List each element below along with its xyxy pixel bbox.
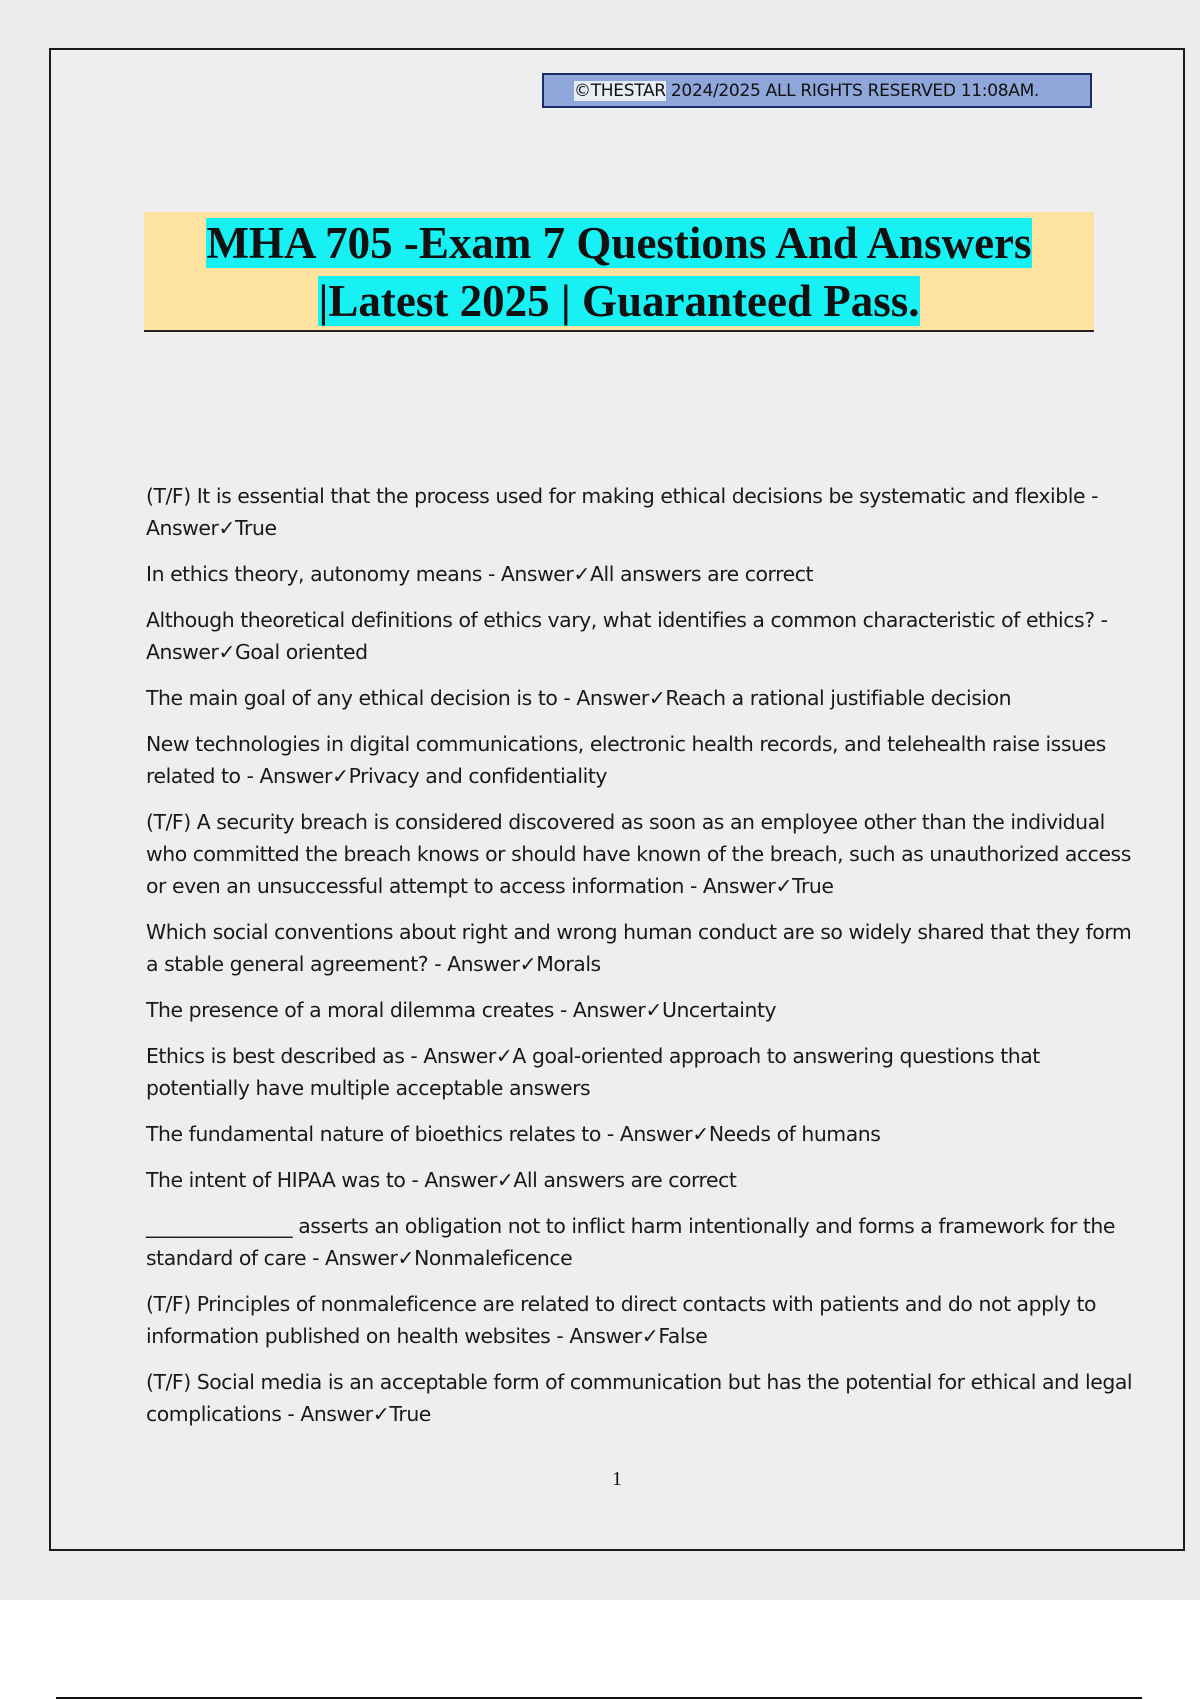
check-icon: ✓ — [645, 998, 662, 1022]
answer-text: Privacy and confidentiality — [348, 764, 608, 788]
question-text: Ethics is best described as - Answer — [146, 1044, 496, 1068]
check-icon: ✓ — [397, 1246, 415, 1270]
answer-text: Goal oriented — [235, 640, 368, 664]
next-page-rule — [56, 1697, 1142, 1699]
question-text: (T/F) It is essential that the process used for making ethical decisions be systematic and flexible - Answer — [146, 484, 1098, 540]
answer-text: Uncertainty — [661, 998, 777, 1022]
check-icon: ✓ — [519, 952, 537, 976]
answer-text: Needs of humans — [708, 1122, 881, 1146]
question-text: The main goal of any ethical decision is to - Answer — [146, 686, 649, 710]
title-line-1: MHA 705 -Exam 7 Questions And Answers — [206, 218, 1032, 268]
qa-item — [146, 916, 1136, 980]
qa-item — [146, 480, 1136, 544]
answer-text: All answers are correct — [589, 562, 814, 586]
answer-text: True — [791, 874, 834, 898]
qa-item — [146, 558, 1136, 590]
qa-item — [146, 728, 1136, 792]
question-text: Although theoretical definitions of ethics vary, what identifies a common characteristic of ethics? - Answer — [146, 608, 1108, 664]
check-icon: ✓ — [775, 874, 792, 898]
title-line-2: |Latest 2025 | Guaranteed Pass. — [318, 276, 920, 326]
page-number: 1 — [612, 1468, 622, 1490]
check-icon: ✓ — [331, 764, 349, 788]
answer-text: False — [658, 1324, 708, 1348]
question-text: (T/F) A security breach is considered discovered as soon as an employee other than the individual who committed the breach knows or should have known of the breach, such as unauthorized access or even an unsuccessful attempt to access information - Answer — [146, 810, 1131, 898]
answer-text: Morals — [536, 952, 601, 976]
check-icon: ✓ — [641, 1324, 659, 1348]
qa-item — [146, 806, 1136, 902]
question-text: The fundamental nature of bioethics relates to - Answer — [146, 1122, 693, 1146]
question-text: In ethics theory, autonomy means - Answer — [146, 562, 574, 586]
document-page — [49, 48, 1185, 1551]
question-text: New technologies in digital communications, electronic health records, and telehealth raise issues related to - Answer — [146, 732, 1106, 788]
copyright-text: 2024/2025 ALL RIGHTS RESERVED 11:08AM. — [665, 80, 1040, 101]
qa-list — [146, 480, 1136, 1444]
check-icon: ✓ — [692, 1122, 709, 1146]
answer-text: True — [235, 516, 277, 540]
check-icon: ✓ — [648, 686, 666, 710]
document-title — [144, 212, 1094, 332]
qa-item — [146, 1288, 1136, 1352]
qa-item — [146, 1164, 1136, 1196]
copyright-banner — [542, 73, 1092, 108]
question-text: The intent of HIPAA was to - Answer — [146, 1168, 497, 1192]
qa-item — [146, 604, 1136, 668]
next-page-preview — [0, 1600, 1200, 1700]
question-text: The presence of a moral dilemma creates - Answer — [146, 998, 646, 1022]
check-icon: ✓ — [372, 1402, 390, 1426]
answer-text: Reach a rational justifiable decision — [665, 686, 1012, 710]
answer-text: Nonmaleficence — [414, 1246, 573, 1270]
qa-item — [146, 1040, 1136, 1104]
question-text: Which social conventions about right and wrong human conduct are so widely shared that they form a stable general agreement? - Answer — [146, 920, 1132, 976]
answer-text: All answers are correct — [513, 1168, 737, 1192]
check-icon: ✓ — [573, 562, 590, 586]
question-text: (T/F) Principles of nonmaleficence are related to direct contacts with patients and do not apply to information published on health websites - Answer — [146, 1292, 1097, 1348]
question-text: (T/F) Social media is an acceptable form of communication but has the potential for ethical and legal complications - Answer — [146, 1370, 1133, 1426]
answer-text: A goal-oriented approach to answering questions that potentially have multiple acceptable answers — [146, 1044, 1040, 1100]
check-icon: ✓ — [495, 1044, 513, 1068]
qa-item — [146, 1118, 1136, 1150]
check-icon: ✓ — [218, 516, 236, 540]
qa-item — [146, 682, 1136, 714]
qa-item — [146, 1366, 1136, 1430]
qa-item — [146, 994, 1136, 1026]
answer-text: True — [389, 1402, 431, 1426]
copyright-owner: ©THESTAR — [574, 80, 666, 101]
question-text: _______________ asserts an obligation not to inflict harm intentionally and forms a framework for the standard of care - Answer — [146, 1214, 1115, 1270]
check-icon: ✓ — [218, 640, 236, 664]
qa-item — [146, 1210, 1136, 1274]
check-icon: ✓ — [496, 1168, 514, 1192]
